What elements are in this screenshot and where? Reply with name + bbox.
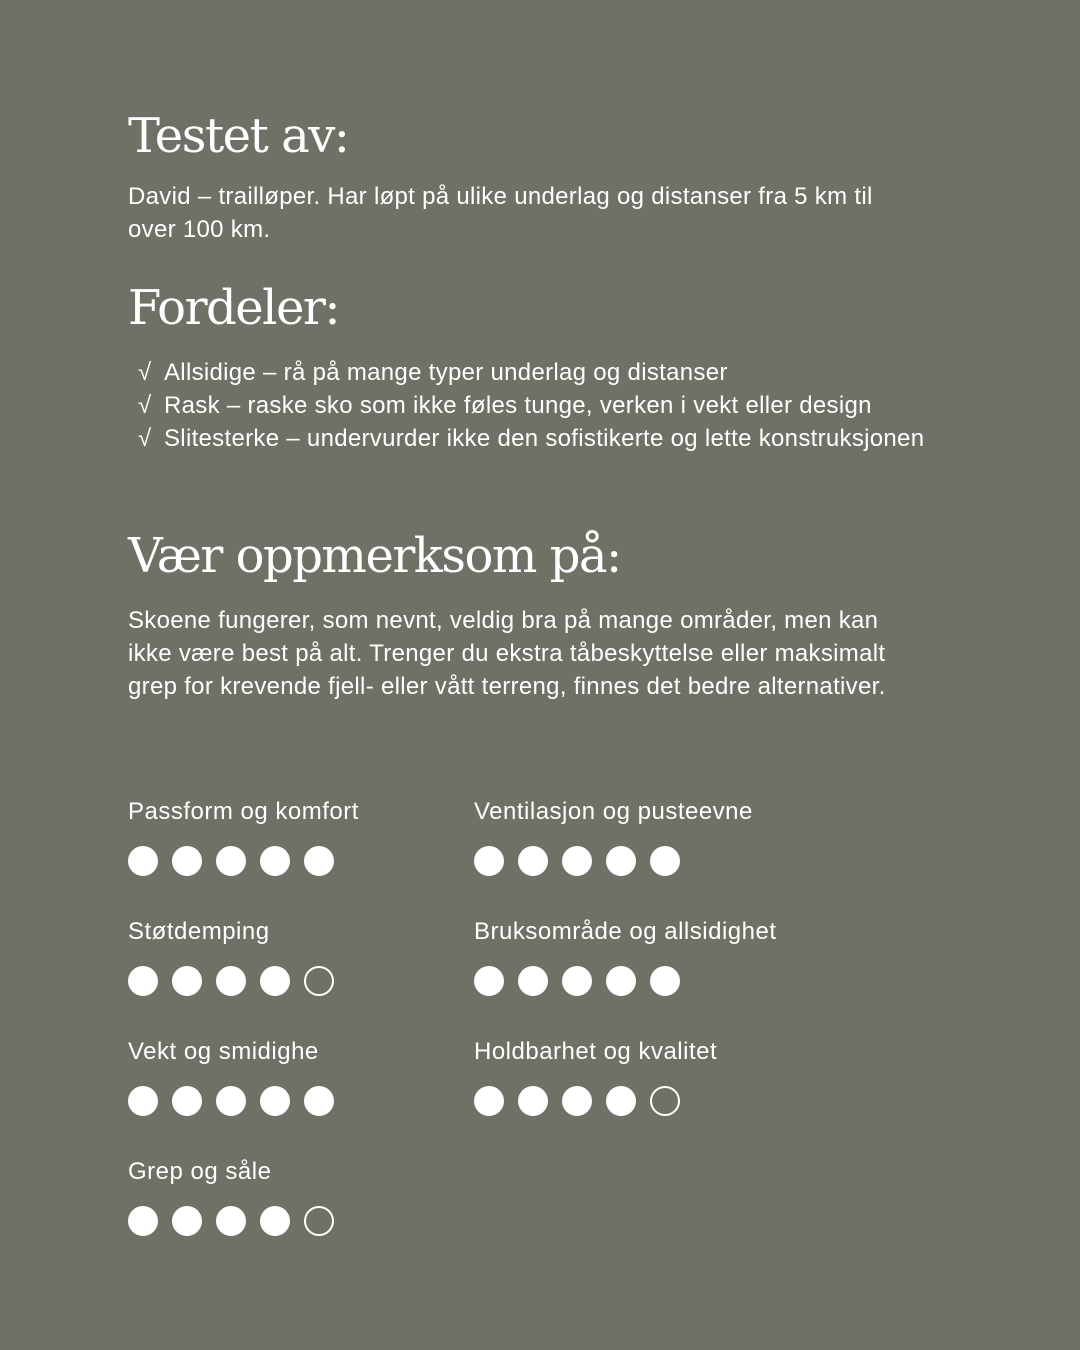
filled-dot-icon: [562, 1086, 592, 1116]
filled-dot-icon: [260, 966, 290, 996]
rating-bruksomrade: [474, 917, 814, 996]
filled-dot-icon: [216, 966, 246, 996]
filled-dot-icon: [172, 846, 202, 876]
filled-dot-icon: [216, 1086, 246, 1116]
filled-dot-icon: [128, 1206, 158, 1236]
filled-dot-icon: [128, 966, 158, 996]
filled-dot-icon: [650, 966, 680, 996]
filled-dot-icon: [128, 846, 158, 876]
rating-grep: [128, 1157, 468, 1236]
rating-dots: [128, 1206, 468, 1236]
rating-stotdemping: [128, 917, 468, 996]
rating-dots: [474, 966, 814, 996]
filled-dot-icon: [172, 966, 202, 996]
rating-dots: [128, 1086, 468, 1116]
pros-heading: Fordeler:: [128, 280, 340, 336]
pros-item-text: Slitesterke – undervurder ikke den sofistikerte og lette konstruksjonen: [164, 425, 925, 452]
filled-dot-icon: [518, 966, 548, 996]
filled-dot-icon: [474, 1086, 504, 1116]
filled-dot-icon: [128, 1086, 158, 1116]
tested-by-text: David – trailløper. Har løpt på ulike underlag og distanser fra 5 km til over 100 km.: [128, 183, 873, 243]
rating-label: Holdbarhet og kvalitet: [474, 1038, 718, 1065]
filled-dot-icon: [216, 846, 246, 876]
empty-dot-icon: [650, 1086, 680, 1116]
rating-holdbarhet: [474, 1037, 814, 1116]
pros-item: [138, 356, 958, 389]
caution-heading: Vær oppmerksom på:: [128, 528, 621, 584]
filled-dot-icon: [518, 846, 548, 876]
pros-item: [138, 389, 958, 422]
filled-dot-icon: [260, 1086, 290, 1116]
rating-label: Passform og komfort: [128, 798, 359, 825]
rating-dots: [474, 846, 814, 876]
pros-item: [138, 422, 958, 455]
rating-dots: [128, 846, 468, 876]
rating-label: Vekt og smidighe: [128, 1038, 319, 1065]
rating-passform: [128, 797, 468, 876]
filled-dot-icon: [562, 846, 592, 876]
check-icon: √: [138, 392, 152, 419]
filled-dot-icon: [606, 846, 636, 876]
rating-label: Ventilasjon og pusteevne: [474, 798, 753, 825]
filled-dot-icon: [562, 966, 592, 996]
filled-dot-icon: [606, 1086, 636, 1116]
rating-dots: [128, 966, 468, 996]
rating-vekt: [128, 1037, 468, 1116]
filled-dot-icon: [172, 1206, 202, 1236]
pros-item-text: Allsidige – rå på mange typer underlag og distanser: [164, 359, 728, 386]
filled-dot-icon: [260, 846, 290, 876]
rating-dots: [474, 1086, 814, 1116]
filled-dot-icon: [304, 846, 334, 876]
check-icon: √: [138, 425, 152, 452]
filled-dot-icon: [606, 966, 636, 996]
pros-item-text: Rask – raske sko som ikke føles tunge, verken i vekt eller design: [164, 392, 872, 419]
filled-dot-icon: [216, 1206, 246, 1236]
rating-label: Grep og såle: [128, 1158, 272, 1185]
filled-dot-icon: [474, 846, 504, 876]
empty-dot-icon: [304, 966, 334, 996]
rating-label: Bruksområde og allsidighet: [474, 918, 777, 945]
empty-dot-icon: [304, 1206, 334, 1236]
pros-list: [138, 356, 958, 455]
filled-dot-icon: [650, 846, 680, 876]
filled-dot-icon: [172, 1086, 202, 1116]
filled-dot-icon: [518, 1086, 548, 1116]
caution-text: Skoene fungerer, som nevnt, veldig bra på mange områder, men kan ikke være best på alt. Trenger du ekstra tåbeskyttelse eller maksimalt grep for krevende fjell- eller vått terreng, finnes det bedre alternativer.: [128, 607, 886, 700]
tested-by-heading: Testet av:: [128, 108, 349, 164]
rating-label: Støtdemping: [128, 918, 270, 945]
filled-dot-icon: [474, 966, 504, 996]
check-icon: √: [138, 359, 152, 386]
filled-dot-icon: [260, 1206, 290, 1236]
filled-dot-icon: [304, 1086, 334, 1116]
rating-ventilasjon: [474, 797, 814, 876]
